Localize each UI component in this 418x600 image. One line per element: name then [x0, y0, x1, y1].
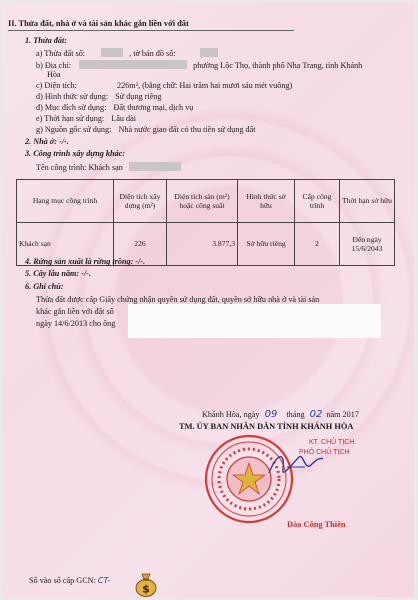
construction-name-line: [36, 162, 181, 173]
origin-line: [36, 125, 256, 135]
construction-name-label: Tên công trình: Khách sạn: [36, 163, 123, 172]
signature-scribble: [265, 443, 325, 483]
table-header-cell: Hạng mục công trình: [17, 180, 114, 223]
note-line-1: Thửa đất được cấp Giấy chứng nhận quyền sử dụng đất, quyền sở hữu nhà ở và tài sản: [36, 295, 320, 304]
role-kt-chu-tich: KT. CHỦ TỊCH: [309, 439, 355, 446]
address-cont: Hòa: [47, 70, 61, 79]
origin-label: g) Nguồn gốc sử dụng:: [36, 125, 112, 134]
note-line-3: ngày 14/6/2013 cho ông: [36, 319, 116, 328]
month-label: tháng: [286, 410, 305, 419]
table-header-cell: Thời hạn sở hữu: [340, 180, 395, 223]
area-label: c) Diện tích:: [36, 81, 77, 90]
redacted-address: [79, 60, 187, 69]
address-label: b) Địa chỉ:: [36, 61, 72, 70]
use-form-line: [36, 92, 161, 102]
table-cell: 3.877,3: [167, 223, 238, 266]
construction-table: [16, 179, 395, 266]
trees-line: 5. Cây lâu năm: -/-.: [25, 269, 91, 278]
table-header-cell: Hình thức sở hữu: [238, 180, 295, 223]
heading-underline: [8, 30, 294, 31]
address-line: [36, 60, 362, 71]
day-handwritten: 09: [264, 409, 278, 420]
section-heading: II. Thửa đất, nhà ở và tài sản khác gắn liền với đất: [8, 19, 189, 28]
date-prefix: Khánh Hòa, ngày: [202, 410, 260, 419]
area-value: 226m², (bằng chữ: Hai trăm hai mươi sáu mét vuông): [116, 81, 293, 90]
use-form-label: d) Hình thức sử dụng:: [36, 92, 109, 101]
area-line: [36, 81, 292, 91]
redacted-note: [128, 304, 381, 338]
forest-line: 4. Rừng sản xuất là rừng trồng: -/-.: [25, 257, 146, 266]
signer-name: Đào Công Thiên: [287, 520, 346, 529]
notes-title: 6. Ghi chú:: [25, 282, 64, 291]
month-handwritten: 02: [309, 409, 323, 420]
svg-text:$: $: [142, 582, 150, 596]
signing-date: [202, 409, 359, 422]
purpose-line: [36, 103, 193, 113]
house-line: 2. Nhà ở: -/-.: [25, 137, 69, 146]
parcel-line: [36, 48, 218, 59]
address-value: phường Lộc Thọ, thành phố Nha Trang, tỉnh Khánh: [193, 61, 363, 70]
role-pho-chu-tich: PHÓ CHỦ TỊCH: [299, 449, 350, 456]
year: năm 2017: [326, 410, 359, 419]
purpose-value: Đất thương mại, dịch vụ: [113, 103, 194, 112]
map-sheet-label: , tờ bản đồ số:: [129, 49, 176, 58]
purpose-label: đ) Mục đích sử dụng:: [36, 103, 107, 112]
table-header-row: [17, 180, 395, 223]
table-cell: 226: [114, 223, 167, 266]
certificate-page: [3, 3, 414, 597]
registry-value: CT-: [97, 576, 111, 585]
table-cell: Khách sạn: [17, 223, 114, 266]
duration-label: e) Thời hạn sử dụng:: [36, 114, 105, 123]
origin-value: Nhà nước giao đất có thu tiền sử dụng đất: [118, 125, 256, 134]
table-header-cell: Diện tích sàn (m²) hoặc công suất: [167, 180, 238, 223]
redacted-construction-name: [129, 162, 181, 171]
land-title: 1. Thửa đất:: [25, 36, 67, 45]
authority: TM. ỦY BAN NHÂN DÂN TỈNH KHÁNH HÒA: [179, 422, 354, 431]
table-cell: 2: [295, 223, 340, 266]
note-line-2: khác gắn liền với đất số: [36, 307, 114, 316]
table-cell: Đến ngày 15/6/2043: [340, 223, 395, 266]
registry-line: [29, 576, 110, 586]
table-header-cell: Cấp công trình: [295, 180, 340, 223]
money-bag-icon: [134, 571, 158, 597]
parcel-label: a) Thửa đất số:: [36, 49, 86, 58]
construction-title: 3. Công trình xây dựng khác:: [25, 149, 125, 158]
table-header-cell: Diện tích xây dựng (m²): [114, 180, 167, 223]
use-form-value: Sử dụng riêng: [115, 92, 162, 101]
table-cell: Sở hữu riêng: [238, 223, 295, 266]
redacted-parcel-number: [101, 48, 123, 57]
redacted-map-sheet: [200, 48, 218, 57]
duration-value: Lâu dài: [111, 114, 137, 123]
duration-line: [36, 114, 136, 124]
registry-label: Số vào sổ cấp GCN:: [29, 576, 96, 585]
